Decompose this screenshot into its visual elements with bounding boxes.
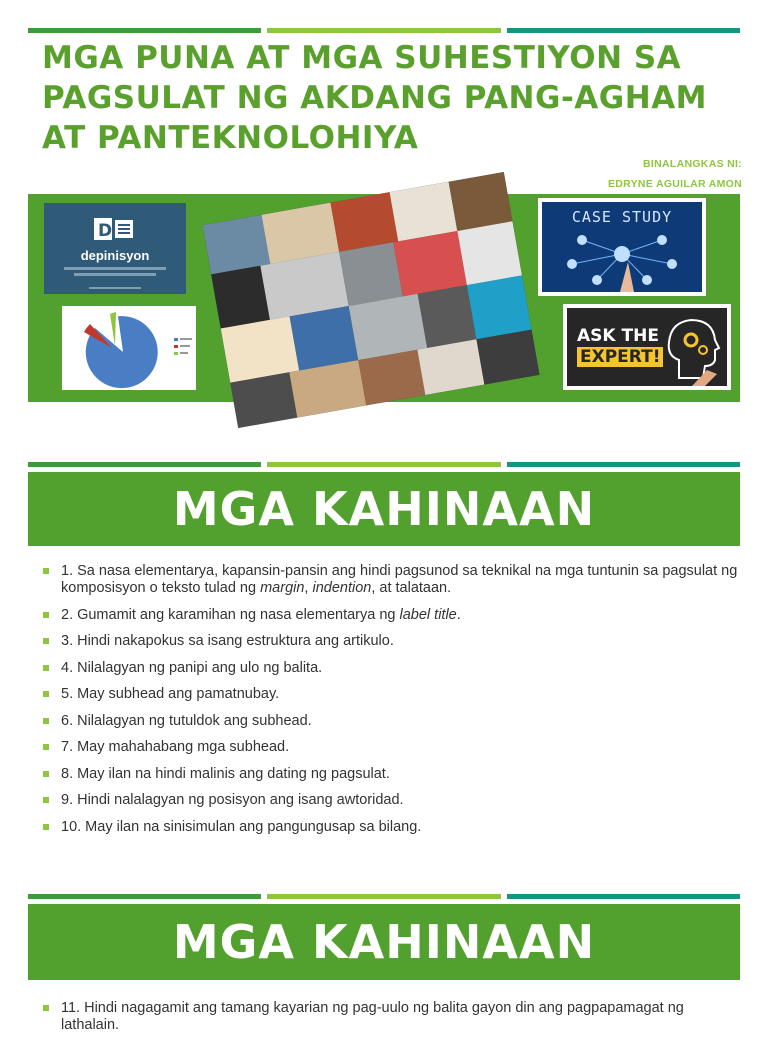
definition-card xyxy=(44,203,186,294)
case-study-label: CASE STUDY xyxy=(571,208,673,226)
pie-chart-image xyxy=(62,306,196,390)
list-item: 10. May ilan na sinisimulan ang pangungusap sa bilang. xyxy=(42,819,742,836)
list-item: 9. Hindi nalalagyan ng posisyon ang isang awtoridad. xyxy=(42,792,742,809)
section-heading: MGA KAHINAAN xyxy=(28,472,740,546)
definition-line xyxy=(89,287,141,289)
list-item: 8. May ilan na hindi malinis ang dating ng pagsulat. xyxy=(42,766,742,783)
definition-line xyxy=(74,273,156,276)
slide-title: MGA PUNA AT MGA SUHESTIYON SA PAGSULAT NG AKDANG PANG-AGHAM AT PANTEKNOLOHIYA xyxy=(42,40,708,156)
list-item: 1. Sa nasa elementarya, kapansin-pansin ang hindi pagsunod sa teknikal na mga tuntunin sa pagsulat ng komposisyon o teksto tulad ng margin, indention, at talataan. xyxy=(42,563,742,597)
section-divider xyxy=(28,462,740,467)
head-gears-icon xyxy=(567,308,727,386)
author-name: EDRYNE AGUILAR AMON xyxy=(607,178,742,190)
byline-label: BINALANGKAS NI: xyxy=(643,158,742,170)
svg-text:D: D xyxy=(98,221,113,241)
list-item: 5. May subhead ang pamatnubay. xyxy=(42,686,742,703)
section-heading: MGA KAHINAAN xyxy=(28,904,740,980)
list-item: 11. Hindi nagagamit ang tamang kayarian ng pag-uulo ng balita gayon din ang pagpapamagat ng lathalain. xyxy=(42,1000,742,1034)
expert-line-1: ASK THE xyxy=(577,326,659,346)
list-item: 7. May mahahabang mga subhead. xyxy=(42,739,742,756)
document-icon xyxy=(90,216,138,242)
list-item: 6. Nilalagyan ng tutuldok ang subhead. xyxy=(42,713,742,730)
list-item: 3. Hindi nakapokus sa isang estruktura ang artikulo. xyxy=(42,633,742,650)
weakness-list-continued xyxy=(42,1000,742,1044)
definition-line xyxy=(64,267,166,270)
weakness-list xyxy=(42,563,742,845)
top-divider xyxy=(28,28,740,33)
case-study-image xyxy=(538,198,706,296)
definition-word: depinisyon xyxy=(80,248,150,263)
pie-slice xyxy=(110,312,116,346)
list-item: 2. Gumamit ang karamihan ng nasa elementarya ng label title. xyxy=(42,607,742,624)
section-divider xyxy=(28,894,740,899)
ask-the-expert-image xyxy=(563,304,731,390)
pie-slice xyxy=(86,316,158,388)
expert-line-2: EXPERT! xyxy=(577,347,663,367)
list-item: 4. Nilalagyan ng panipi ang ulo ng balita. xyxy=(42,660,742,677)
